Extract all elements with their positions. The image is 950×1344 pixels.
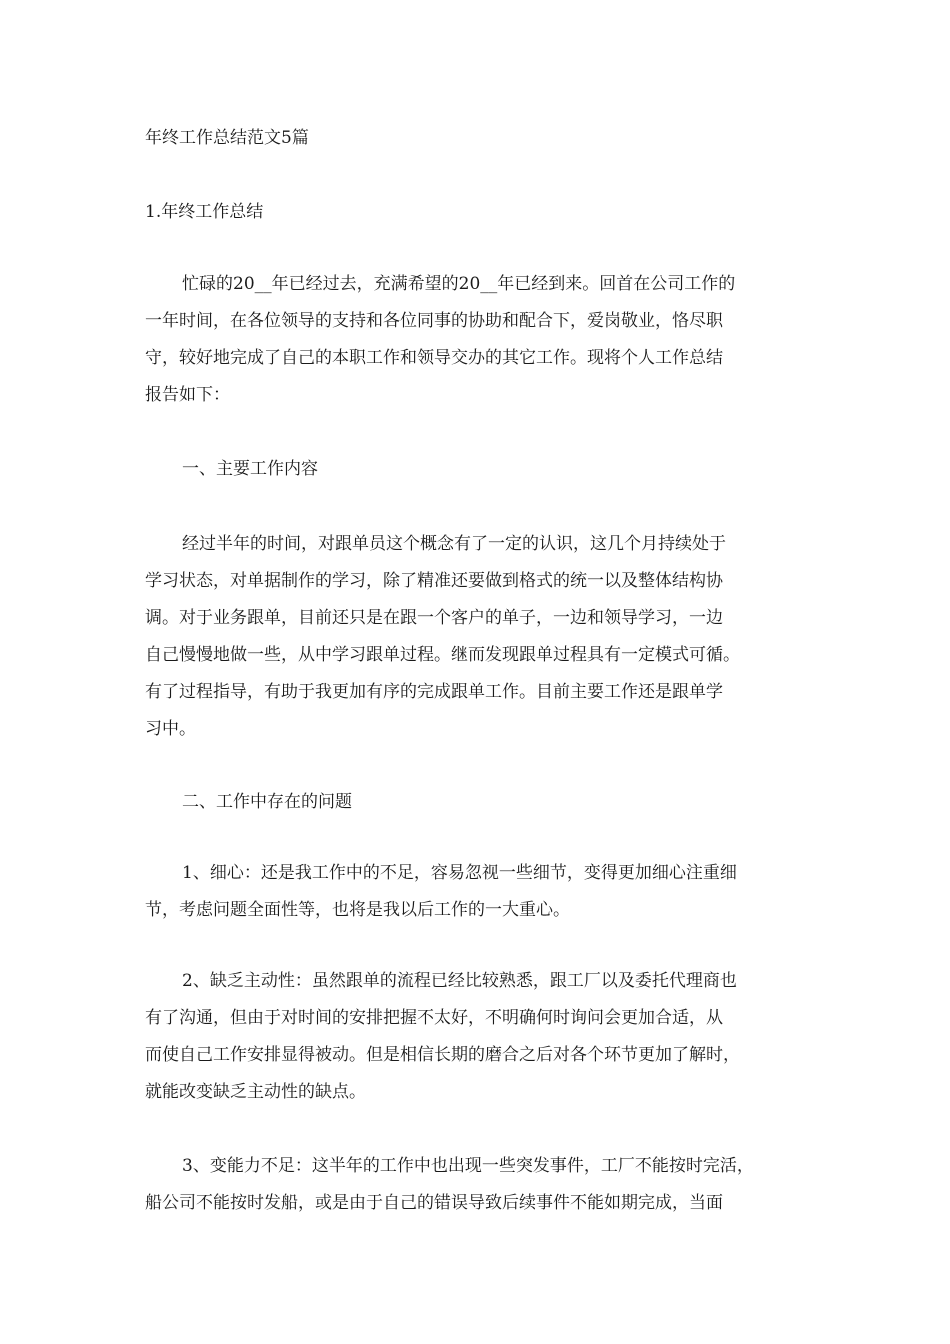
part1-line: 自己慢慢地做一些，从中学习跟单过程。继而发现跟单过程具有一定模式可循。: [145, 645, 740, 665]
issue3-line: 船公司不能按时发船，或是由于自己的错误导致后续事件不能如期完成，当面: [145, 1193, 723, 1213]
issue2-line: 而使自己工作安排显得被动。但是相信长期的磨合之后对各个环节更加了解时，: [145, 1045, 740, 1065]
issue2-line: 有了沟通，但由于对时间的安排把握不太好，不明确何时询问会更加合适，从: [145, 1008, 723, 1028]
intro-line: 守，较好地完成了自己的本职工作和领导交办的其它工作。现将个人工作总结: [145, 348, 723, 368]
intro-line: 忙碌的20__年已经过去，充满希望的20__年已经到来。回首在公司工作的: [182, 274, 736, 294]
section-heading: 1.年终工作总结: [145, 202, 264, 222]
part1-heading: 一、主要工作内容: [182, 459, 318, 479]
part1-line: 习中。: [145, 719, 196, 739]
issue1-line: 1、细心：还是我工作中的不足，容易忽视一些细节，变得更加细心注重细: [182, 863, 737, 883]
document-title: 年终工作总结范文5篇: [145, 128, 309, 148]
issue2-line: 就能改变缺乏主动性的缺点。: [145, 1082, 366, 1102]
part1-line: 经过半年的时间，对跟单员这个概念有了一定的认识，这几个月持续处于: [182, 534, 726, 554]
issue3-line: 3、变能力不足：这半年的工作中也出现一些突发事件，工厂不能按时完活，: [182, 1156, 754, 1176]
intro-line: 一年时间，在各位领导的支持和各位同事的协助和配合下，爱岗敬业，恪尽职: [145, 311, 723, 331]
issue1-line: 节，考虑问题全面性等，也将是我以后工作的一大重心。: [145, 900, 570, 920]
part1-line: 学习状态，对单据制作的学习，除了精准还要做到格式的统一以及整体结构协: [145, 571, 723, 591]
intro-line: 报告如下：: [145, 385, 230, 405]
part1-line: 有了过程指导，有助于我更加有序的完成跟单工作。目前主要工作还是跟单学: [145, 682, 723, 702]
part2-heading: 二、工作中存在的问题: [182, 792, 352, 812]
issue2-line: 2、缺乏主动性：虽然跟单的流程已经比较熟悉，跟工厂以及委托代理商也: [182, 971, 737, 991]
part1-line: 调。对于业务跟单，目前还只是在跟一个客户的单子，一边和领导学习，一边: [145, 608, 723, 628]
